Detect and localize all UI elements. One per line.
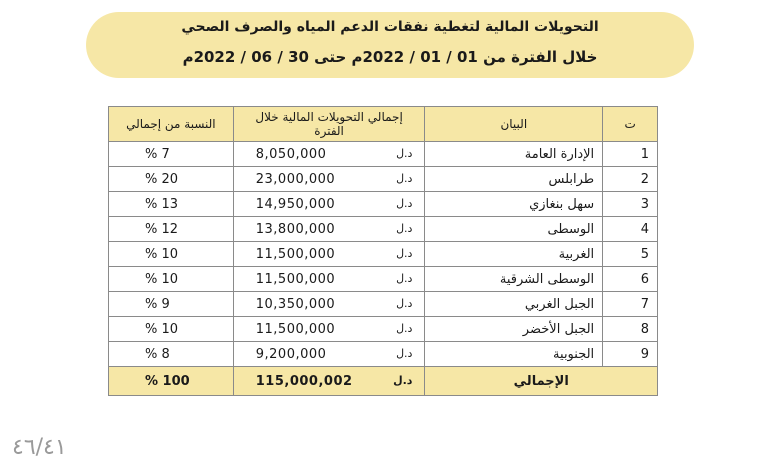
total-row xyxy=(109,367,658,396)
table-row xyxy=(109,267,658,292)
row-name: الوسطى الشرقية xyxy=(425,267,603,292)
title-banner xyxy=(86,12,694,78)
row-currency: د.ل xyxy=(396,321,413,335)
table-row xyxy=(109,292,658,317)
header-num: ت xyxy=(603,107,658,142)
row-pct: % 9 xyxy=(145,296,170,312)
table-row xyxy=(109,142,658,167)
transfers-table xyxy=(108,106,658,396)
table-row xyxy=(109,167,658,192)
table-row xyxy=(109,317,658,342)
row-currency: د.ل xyxy=(396,271,413,285)
row-pct: % 13 xyxy=(145,196,179,212)
row-name: الجبل الغربي xyxy=(425,292,603,317)
row-currency: د.ل xyxy=(396,346,413,360)
row-name: الجبل الأخضر xyxy=(425,317,603,342)
row-num: 6 xyxy=(603,267,658,292)
row-amount: 11,500,000 xyxy=(255,246,336,262)
row-pct: % 8 xyxy=(145,346,170,362)
row-amount: 11,500,000 xyxy=(255,271,336,287)
row-pct: % 10 xyxy=(145,271,179,287)
row-amount: 23,000,000 xyxy=(255,171,336,187)
row-amount: 9,200,000 xyxy=(255,346,327,362)
row-pct: % 20 xyxy=(145,171,179,187)
row-amount: 14,950,000 xyxy=(255,196,336,212)
row-pct: % 7 xyxy=(145,146,170,162)
table-row xyxy=(109,342,658,367)
title-period: خلال الفترة من 01 / 01 / 2022م حتى 30 / 06 / 2022م xyxy=(182,48,598,66)
row-currency: د.ل xyxy=(396,196,413,210)
row-num: 5 xyxy=(603,242,658,267)
table-row xyxy=(109,192,658,217)
header-name: البيان xyxy=(425,107,603,142)
table-header-row xyxy=(109,107,658,142)
row-currency: د.ل xyxy=(396,146,413,160)
row-num: 7 xyxy=(603,292,658,317)
page-number: ٤٦/٤١ xyxy=(12,435,67,460)
row-num: 1 xyxy=(603,142,658,167)
row-amount: 13,800,000 xyxy=(255,221,336,237)
title-main: التحويلات المالية لتغطية نفقات الدعم المياه والصرف الصحي xyxy=(181,19,599,35)
row-name: الجنوبية xyxy=(425,342,603,367)
header-pct: النسبة من إجمالي xyxy=(109,107,234,142)
row-num: 9 xyxy=(603,342,658,367)
row-pct: % 10 xyxy=(145,321,179,337)
row-currency: د.ل xyxy=(396,246,413,260)
row-name: الغربية xyxy=(425,242,603,267)
row-num: 3 xyxy=(603,192,658,217)
row-amount: 8,050,000 xyxy=(255,146,327,162)
row-name: الوسطى xyxy=(425,217,603,242)
row-num: 8 xyxy=(603,317,658,342)
row-currency: د.ل xyxy=(396,171,413,185)
total-label: الإجمالي xyxy=(425,367,658,396)
total-amount: 115,000,002 xyxy=(255,373,353,389)
row-amount: 10,350,000 xyxy=(255,296,336,312)
row-pct: % 10 xyxy=(145,246,179,262)
table-row xyxy=(109,242,658,267)
row-num: 4 xyxy=(603,217,658,242)
row-name: سهل بنغازي xyxy=(425,192,603,217)
row-name: الإدارة العامة xyxy=(425,142,603,167)
row-amount: 11,500,000 xyxy=(255,321,336,337)
row-pct: % 12 xyxy=(145,221,179,237)
header-amount: إجمالي التحويلات المالية خلال الفترة xyxy=(233,107,425,142)
row-currency: د.ل xyxy=(396,296,413,310)
row-name: طرابلس xyxy=(425,167,603,192)
row-num: 2 xyxy=(603,167,658,192)
row-currency: د.ل xyxy=(396,221,413,235)
table-row xyxy=(109,217,658,242)
total-currency: د.ل xyxy=(393,373,413,387)
total-pct: % 100 xyxy=(145,373,190,389)
